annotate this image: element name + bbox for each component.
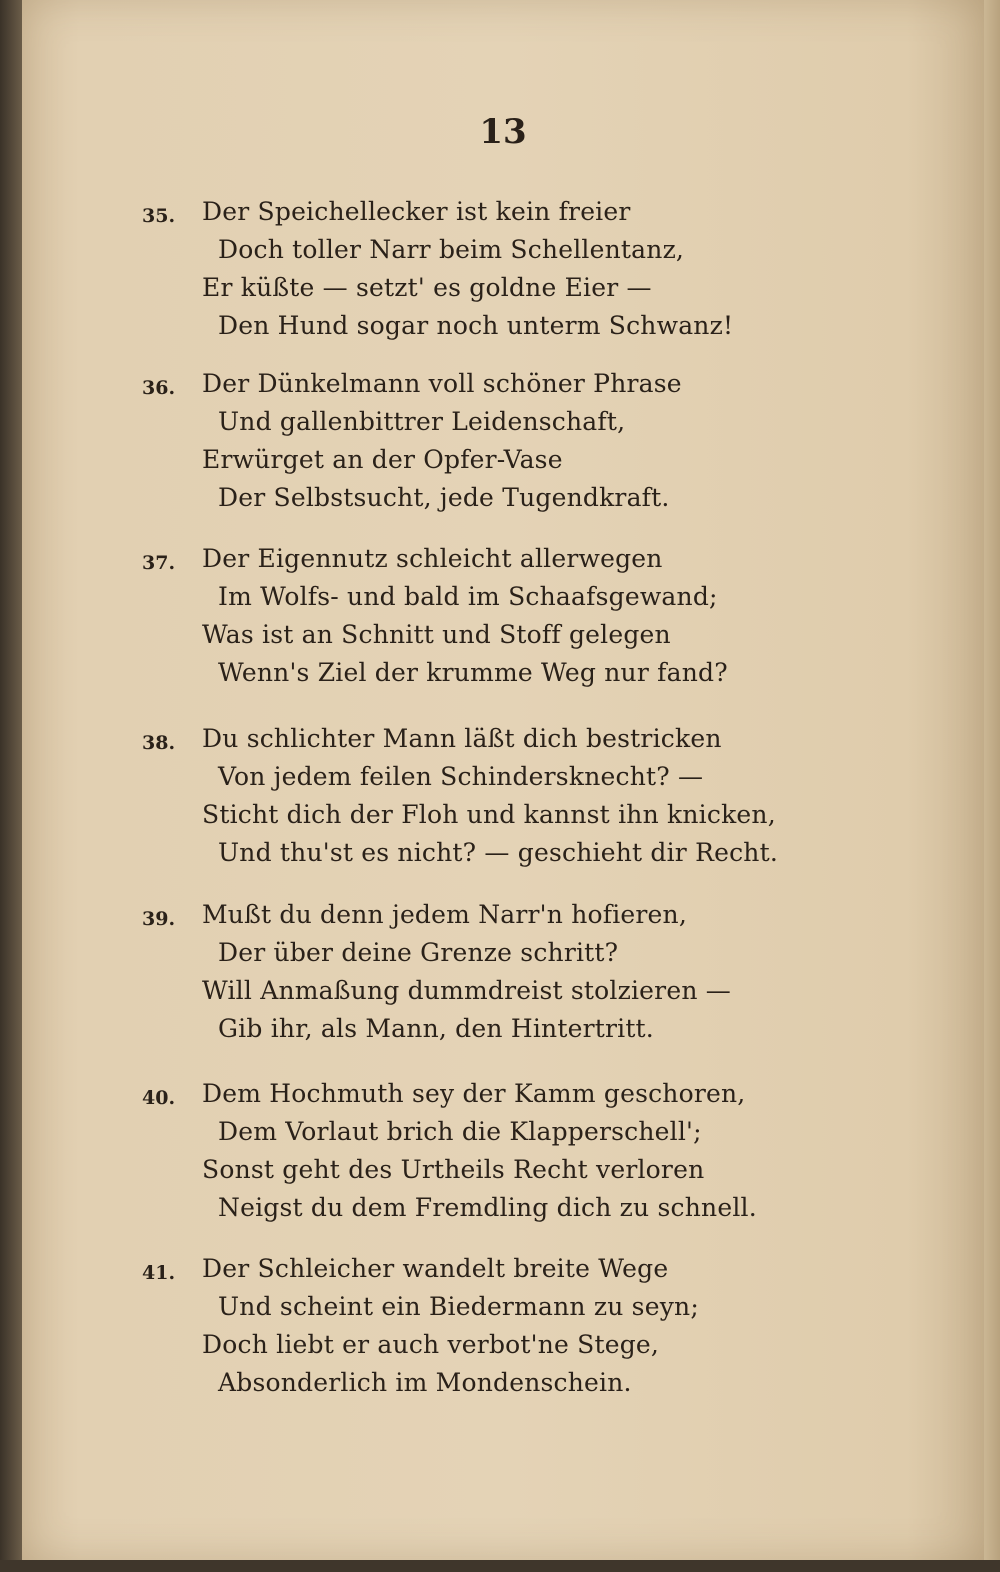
book-spine <box>0 0 22 1572</box>
verse-line: Der Selbstsucht, jede Tugendkraft. <box>218 483 670 512</box>
book-bottom-edge <box>0 1560 1000 1572</box>
stanza-number: 36. <box>142 377 176 399</box>
verse-line: Will Anmaßung dummdreist stolzieren — <box>202 976 731 1005</box>
book-page <box>22 0 984 1560</box>
verse-line: Den Hund sogar noch unterm Schwanz! <box>218 311 734 340</box>
verse-line: Im Wolfs- und bald im Schaafsgewand; <box>218 582 718 611</box>
verse-line: Doch toller Narr beim Schellentanz, <box>218 235 685 264</box>
verse-line: Von jedem feilen Schindersknecht? — <box>218 762 704 791</box>
verse-line: Und scheint ein Biedermann zu seyn; <box>218 1292 699 1321</box>
verse-line: Der Schleicher wandelt breite Wege <box>202 1254 669 1283</box>
verse-line: Absonderlich im Mondenschein. <box>218 1368 632 1397</box>
verse-line: Gib ihr, als Mann, den Hintertritt. <box>218 1014 654 1043</box>
verse-line: Der Eigennutz schleicht allerwegen <box>202 544 663 573</box>
verse-line: Du schlichter Mann läßt dich bestricken <box>202 724 722 753</box>
stanza-number: 38. <box>142 732 176 754</box>
verse-line: Und gallenbittrer Leidenschaft, <box>218 407 626 436</box>
stanza-number: 40. <box>142 1087 176 1109</box>
page-edge <box>984 0 1000 1560</box>
verse-line: Dem Vorlaut brich die Klapperschell'; <box>218 1117 702 1146</box>
verse-line: Sticht dich der Floh und kannst ihn knicken, <box>202 800 776 829</box>
verse-line: Der Speichellecker ist kein freier <box>202 197 631 226</box>
verse-line: Was ist an Schnitt und Stoff gelegen <box>202 620 671 649</box>
stanza-number: 37. <box>142 552 176 574</box>
verse-line: Neigst du dem Fremdling dich zu schnell. <box>218 1193 757 1222</box>
verse-line: Sonst geht des Urtheils Recht verloren <box>202 1155 705 1184</box>
stanza-number: 35. <box>142 205 176 227</box>
verse-line: Der Dünkelmann voll schöner Phrase <box>202 369 682 398</box>
verse-line: Wenn's Ziel der krumme Weg nur fand? <box>218 658 728 687</box>
verse-line: Der über deine Grenze schritt? <box>218 938 619 967</box>
stanza-number: 39. <box>142 908 176 930</box>
stanza-number: 41. <box>142 1262 176 1284</box>
verse-line: Doch liebt er auch verbot'ne Stege, <box>202 1330 660 1359</box>
verse-line: Erwürget an der Opfer-Vase <box>202 445 563 474</box>
verse-line: Er küßte — setzt' es goldne Eier — <box>202 273 652 302</box>
page-number: 13 <box>479 112 527 152</box>
verse-line: Und thu'st es nicht? — geschieht dir Recht. <box>218 838 779 867</box>
verse-line: Dem Hochmuth sey der Kamm geschoren, <box>202 1079 746 1108</box>
verse-line: Mußt du denn jedem Narr'n hofieren, <box>202 900 687 929</box>
